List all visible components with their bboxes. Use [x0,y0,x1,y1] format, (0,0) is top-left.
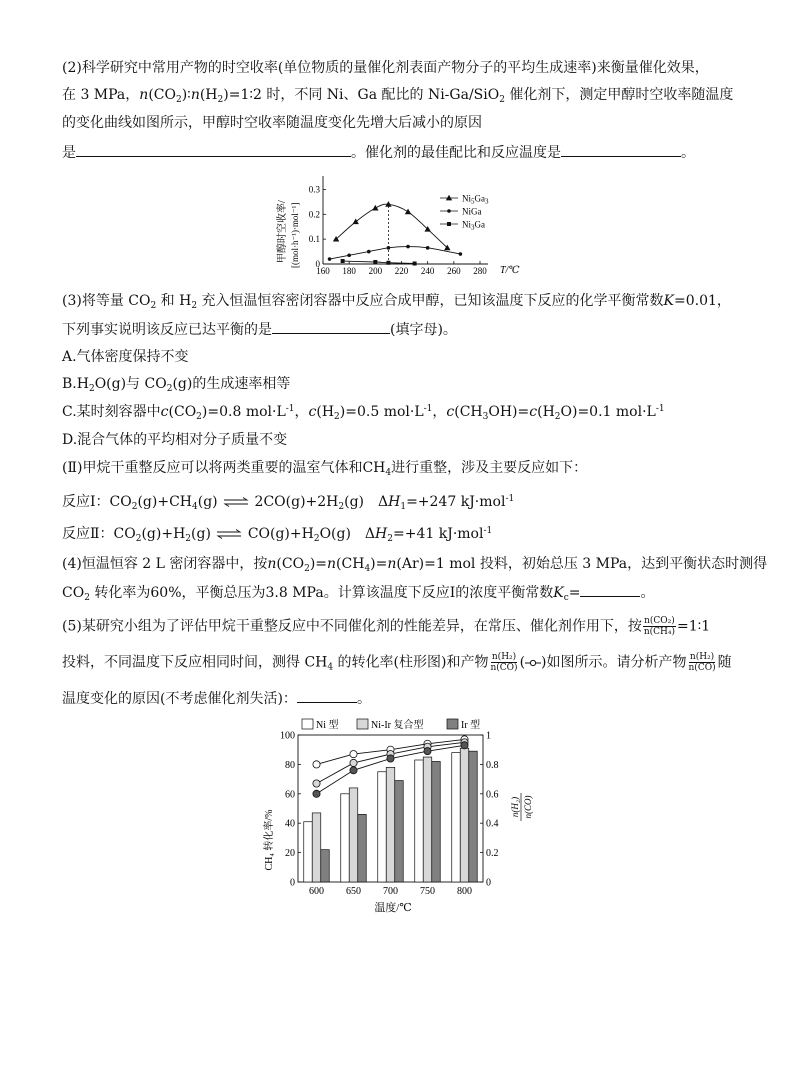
svg-text:n(H₂): n(H₂) [510,796,520,818]
chart2-ratio-point [350,759,357,766]
equilibrium-arrow-icon [216,529,242,539]
chart2-left-tick-label: 60 [285,789,295,801]
chart2-ratio-point [313,790,320,797]
chart2-bar [452,753,461,882]
chart2-left-tick-label: 20 [285,848,295,860]
chart1-ylabel-line2: [(mol·h⁻¹)·mol⁻¹] [290,202,300,268]
chart1-ylabel-line1: 甲醇时空收率/ [277,200,288,263]
q5-line2: 投料，不同温度下反应相同时间，测得 $CH_4$ 的转化率(柱形图)和产物 $\frac{\text{n(H₂)}}{n(CO)}$ ( )如图所示。请分析产物 $\frac{\text{n(H₂)}}{n(CO)}$ 随 [62,652,732,673]
chart2-bar [386,767,395,882]
chart1-x-tick-label: 180 [342,266,356,276]
chart2-bar [312,813,321,882]
answer-blank-equilibrium[interactable] [272,319,390,334]
chart2-legend-label: Ni 型 [316,720,339,731]
chart1-legend-marker [447,209,451,213]
chart1-series-line [330,247,461,259]
chart1-series-line [336,204,447,248]
chart1-y-tick-label: 0.1 [308,234,320,245]
chart2-legend-swatch [357,719,368,729]
chart2-bar [395,781,404,882]
chart1-point [387,246,391,250]
q5-line3: 温度变化的原因(不考虑催化剂失活)： 。 [62,688,371,709]
chart2-bar [460,748,469,882]
chart1-point [367,250,371,254]
q5-line1: (5)某研究小组为了评估甲烷干重整反应中不同催化剂的性能差异，在常压、催化剂作用下，按 $\frac{\text{n(CO₂)}}{\text{n(CH₄)}}$ =1∶1 [62,616,711,637]
svg-text:n(CO): n(CO) [523,795,533,819]
option-c: C.某时刻容器中$c(CO_2)=0.8$ $mol\cdot L^{-1}$，$c(H_2)=0.5$ $mol\cdot L^{-1}$，$c(CH_3OH)=c(H_2O)=0.1$ $mol\cdot L^{-1}$ [62,404,665,422]
chart1-point [341,259,345,263]
chart2-legend-swatch [447,719,458,729]
ratio-co2-ch4: $\frac{\text{n(CO₂)}}{\text{n(CH₄)}}$ [643,616,676,637]
option-a: A.气体密度保持不变 [62,349,189,365]
chart1-x-tick-label: 220 [394,266,409,276]
chart2-x-tick-label: 800 [457,886,472,897]
chart1-point [413,262,417,266]
reaction-2: 反应Ⅱ：$CO_2(g)+H_2(g)$ $CO(g)+H_2O(g)$ $\Delta H_2=+41$ kJ·mol$^{-1}$ [62,526,493,544]
chart1-series-line [343,261,415,263]
chart2-left-tick-label: 0 [290,877,295,889]
chart2-ylabel-right [510,793,533,821]
chart2-x-tick-label: 700 [383,886,398,897]
chart1-legend-marker [447,222,451,226]
chart2-bar [432,761,441,882]
q3-line1: (3)将等量 $CO_2$ 和 $H_2$ 充入恒温恒容密闭容器中反应合成甲醇，已知该温度下反应的化学平衡常数K=0.01， [62,293,731,311]
chart2-bar [304,822,313,882]
chart2-legend-label: Ir 型 [461,720,481,731]
answer-blank-reason-ratio[interactable] [297,688,357,703]
chart1-point [405,209,411,215]
chart2-bar [341,794,350,882]
chart2-left-tick-label: 100 [280,730,295,742]
reaction-1: 反应Ⅰ：$CO_2(g)+CH_4(g)$ $2CO(g)+2H_2(g)$ $\Delta H_1=+247$ kJ·mol$^{-1}$ [62,494,515,512]
chart1-x-tick-label: 280 [473,266,487,276]
chart2-bar [349,788,358,882]
chart1-point [373,260,377,264]
q2-line3: 的变化曲线如图所示，甲醇时空收率随温度变化先增大后减小的原因 [62,115,482,131]
chart2-bar [415,760,424,882]
q2-line2: 在 3 MPa，$n(CO_2)∶n(H_2)=1∶2$ 时，不同 Ni、Ga 配比的 Ni-Ga/SiO$_2$ 催化剂下，测定甲醇时空收率随温度 [62,87,734,105]
chart2-ratio-point [313,780,320,787]
chart1-x-tick-label: 160 [316,266,330,276]
chart1-y-tick-label: 0 [315,259,320,269]
chart1-legend-label: $Ni_5Ga_3$ [462,193,489,206]
chart2-right-tick-label: 0.8 [486,759,499,771]
q2-line1: (2)科学研究中常用产物的时空收率(单位物质的量催化剂表面产物分子的平均生成速率)来衡量催化效果， [62,60,709,76]
line-marker-icon [525,659,541,667]
chart1-point [459,252,463,256]
chart1-point [406,245,410,249]
chart2-bar [423,757,432,882]
chart2-legend-swatch [302,719,313,729]
chart1-point [426,246,430,250]
chart1-point [328,257,332,261]
chart1-point [372,205,378,211]
chart1-x-tick-label: 260 [447,266,461,276]
chart2-ylabel-left: CH₄ 转化率/% [264,809,275,871]
chart2-legend-label: Ni-Ir 复合型 [371,720,424,731]
option-b: $B.H_2O(g)$与 $CO_2(g)$的生成速率相等 [62,376,291,394]
chart2-bar [358,814,367,882]
chart2-left-tick-label: 80 [285,759,295,771]
chart1-x-tick-label: 240 [420,266,435,276]
answer-blank-best-catalyst[interactable] [561,142,681,157]
q2-line4: 是 。催化剂的最佳配比和反应温度是 。 [62,142,695,163]
chart1-point [386,261,390,265]
chart2-ratio-point [424,748,431,755]
q4-line2: $CO_2$ 转化率为60%，平衡总压为3.8 MPa。计算该温度下反应Ⅰ的浓度平衡常数$K_c=$ 。 [62,582,654,603]
chart1-y-tick-label: 0.3 [308,184,320,195]
chart1-legend-label: NiGa [462,206,482,217]
chart2-right-tick-label: 0.6 [486,789,499,801]
equilibrium-arrow-icon [223,497,249,507]
chart2-ratio-point [313,761,320,768]
chart2-bar [378,772,387,882]
chart1-point [347,254,351,258]
ratio-h2-co: $\frac{\text{n(H₂)}}{n(CO)}$ [490,652,518,673]
chart2-right-tick-label: 0.2 [486,848,499,860]
chart2-ratio-point [461,742,468,749]
chart2-ratio-point [350,751,357,758]
chart2-bar [321,850,330,882]
chart2-ratio-point [387,755,394,762]
methanol-yield-chart [268,168,538,280]
chart2-right-tick-label: 1 [486,730,491,742]
chart2-left-tick-label: 40 [285,818,295,830]
chart2-ratio-point [350,767,357,774]
chart1-y-tick-label: 0.2 [308,209,320,220]
chart2-x-tick-label: 750 [420,886,435,897]
chart1-x-tick-label: 200 [368,266,383,276]
option-d: D.混合气体的平均相对分子质量不变 [62,432,288,448]
chart2-x-tick-label: 650 [346,886,361,897]
chart2-x-tick-label: 600 [309,886,324,897]
ratio-h2-co-2: $\frac{\text{n(H₂)}}{n(CO)}$ [688,652,716,673]
ch4-conversion-chart [258,715,548,915]
answer-blank-kc[interactable] [580,582,640,597]
chart1-legend-label: $Ni_3Ga$ [462,219,485,232]
part2-title: (Ⅱ)甲烷干重整反应可以将两类重要的温室气体和$CH_4$进行重整，涉及主要反应如下： [62,460,588,478]
chart2-bar [469,751,478,882]
q4-line1: (4)恒温恒容 2 L 密闭容器中，按$n(CO_2)=n(CH_4)=n(Ar)=1$ mol 投料，初始总压 3 MPa，达到平衡状态时测得 [62,556,768,574]
q3-line2: 下列事实说明该反应已达平衡的是 (填字母)。 [62,319,457,340]
chart2-xlabel: 温度/℃ [374,902,412,914]
chart2-right-tick-label: 0 [486,877,491,889]
chart1-point [353,219,359,225]
chart1-xlabel: T/℃ [500,265,520,276]
chart2-right-tick-label: 0.4 [486,818,499,830]
answer-blank-reason[interactable] [76,142,351,157]
